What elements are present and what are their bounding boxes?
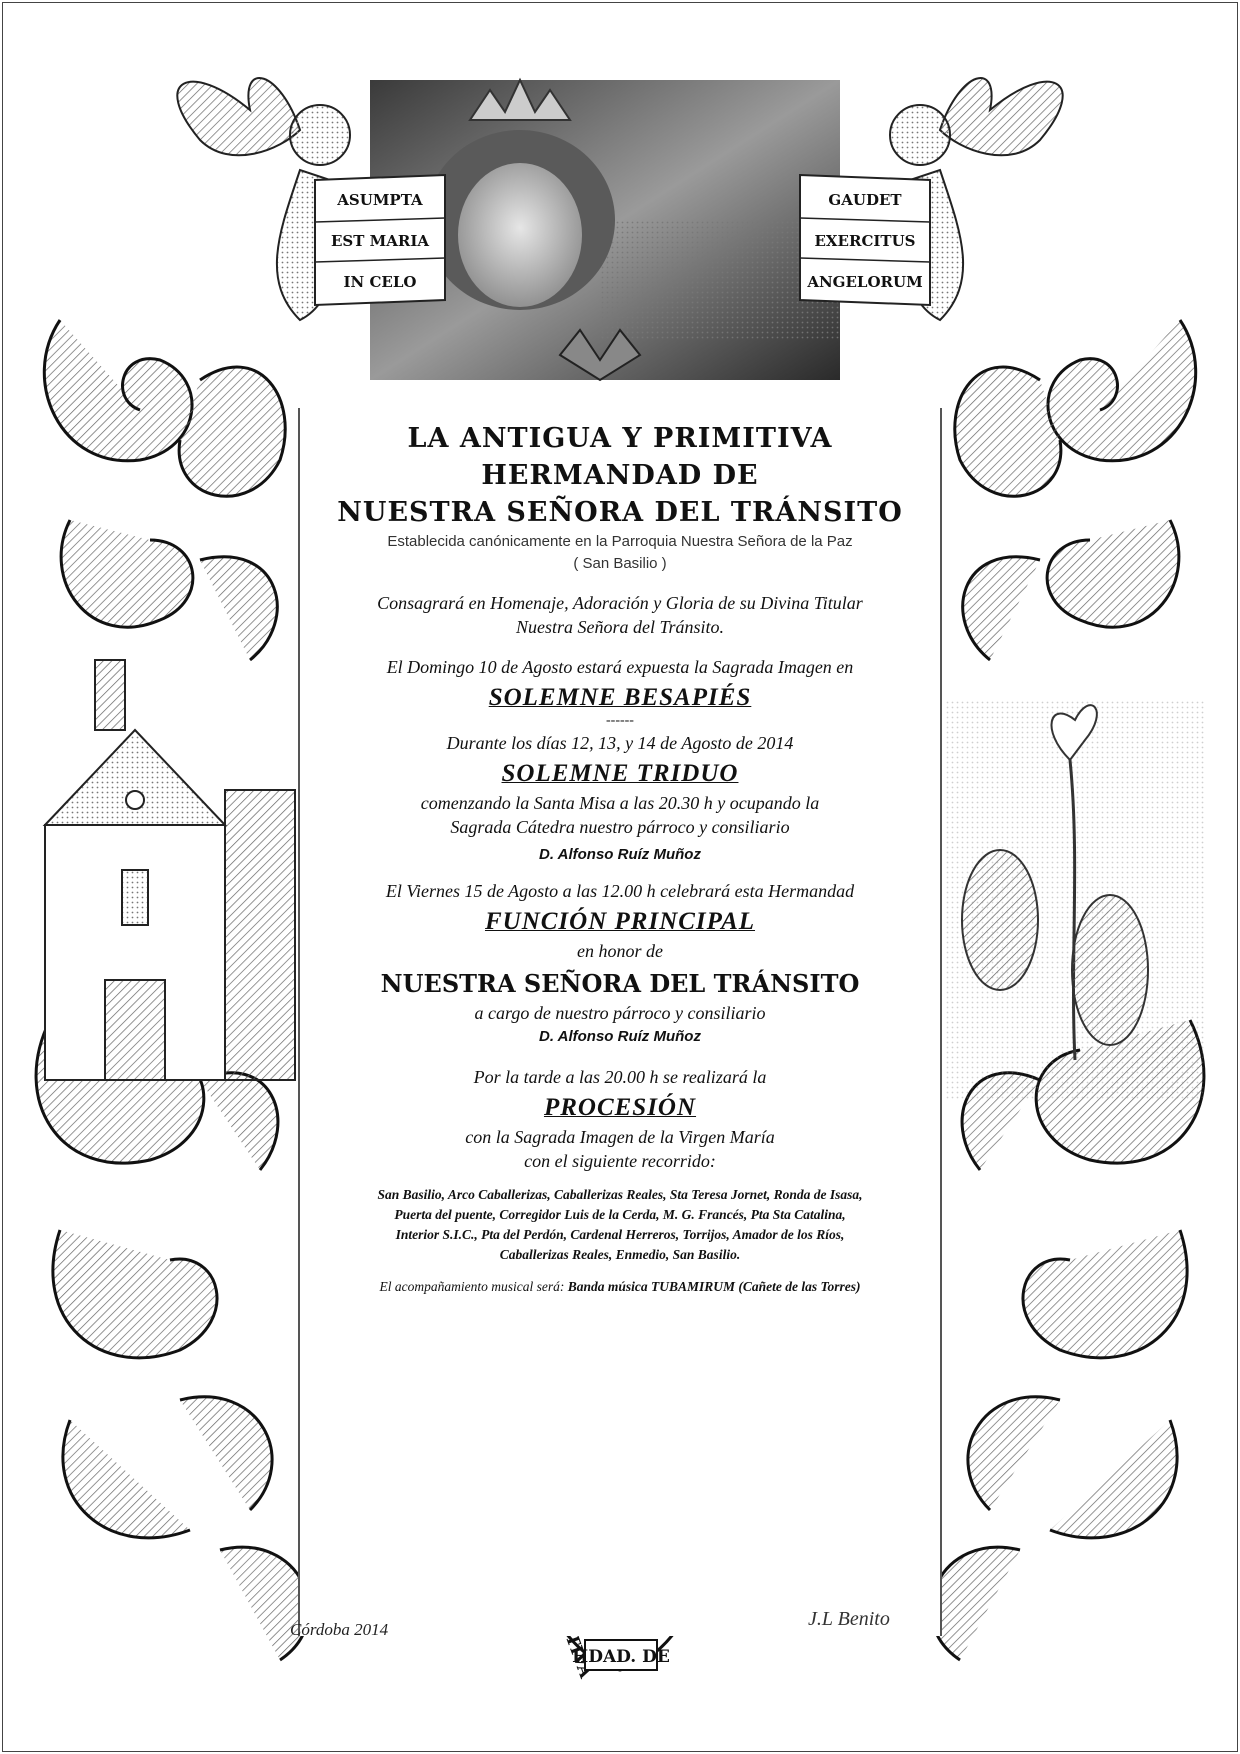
right-banner-line-1: GAUDET [828,191,902,209]
route-line-2: Puerta del puente, Corregidor Luis de la Cerda, M. G. Francés, Pta Sta Catalina, [394,1207,846,1222]
besapies-heading: SOLEMNE BESAPIÉS [488,684,752,711]
funcion-intro: El Viernes 15 de Agosto a las 12.00 h celebrará esta Hermandad [385,881,855,901]
triduo-dates: Durante los días 12, 13, y 14 de Agosto de 2014 [446,733,794,753]
funcion-honor: en honor de [577,941,663,961]
church-drawing [45,660,295,1080]
title-line-2: NUESTRA SEÑORA DEL TRÁNSITO [337,497,903,528]
procesion-heading: PROCESIÓN [543,1094,697,1121]
section-separator: ------ [606,713,634,728]
funcion-cargo: a cargo de nuestro párroco y consiliario [474,1003,766,1023]
besapies-intro: El Domingo 10 de Agosto estará expuesta la Sagrada Imagen en [386,657,854,677]
intro-line-2: Nuestra Señora del Tránsito. [515,617,725,637]
triduo-heading: SOLEMNE TRIDUO [501,760,739,787]
left-banner-line-2: EST MARIA [330,232,430,250]
route-line-3: Interior S.I.C., Pta del Perdón, Cardenal Herreros, Torrijos, Amador de los Ríos, [395,1227,845,1242]
music-label: El acompañamiento musical será: [379,1279,565,1294]
title-line-1: LA ANTIGUA Y PRIMITIVA HERMANDAD DE [407,423,833,491]
parish-text: ( San Basilio ) [573,555,667,572]
right-banner [800,175,930,305]
procesion-line-2: con el siguiente recorrido: [524,1151,716,1171]
right-banner-line-2: EXERCITUS [814,232,916,250]
triduo-line-2: Sagrada Cátedra nuestro párroco y consiliario [450,817,790,837]
left-banner-line-1: ASUMPTA [337,191,423,209]
procesion-line-1: con la Sagrada Imagen de la Virgen María [465,1127,775,1147]
triduo-priest: D. Alfonso Ruíz Muñoz [539,846,701,863]
cherubs-drawing [945,700,1205,1100]
route-line-4: Caballerizas Reales, Enmedio, San Basilio. [499,1247,741,1262]
intro-line-1: Consagrará en Homenaje, Adoración y Gloria de su Divina Titular [377,593,863,613]
funcion-heading: FUNCIÓN PRINCIPAL [484,908,756,935]
left-banner-line-3: IN CELO [343,273,417,291]
music-band: Banda música TUBAMIRUM (Cañete de las Torres) [567,1279,861,1294]
funcion-priest: D. Alfonso Ruíz Muñoz [539,1028,701,1045]
announcement-panel [298,408,942,1636]
seal-bottom-text: HDAD. DE [572,1647,670,1667]
established-text: Establecida canónicamente en la Parroquia Nuestra Señora de la Paz [387,533,853,550]
left-banner [315,175,445,305]
procesion-intro: Por la tarde a las 20.00 h se realizará la [473,1067,767,1087]
route-line-1: San Basilio, Arco Caballerizas, Caballerizas Reales, Sta Teresa Jornet, Ronda de Isasa, [377,1187,863,1202]
right-banner-line-3: ANGELORUM [807,273,923,291]
triduo-line-1: comenzando la Santa Misa a las 20.30 h y ocupando la [420,793,820,813]
funcion-titular: NUESTRA SEÑORA DEL TRÁNSITO [380,969,860,998]
artist-signature: J.L Benito [808,1608,890,1630]
music-line [300,1277,940,1297]
city-year: Córdoba 2014 [290,1620,389,1639]
